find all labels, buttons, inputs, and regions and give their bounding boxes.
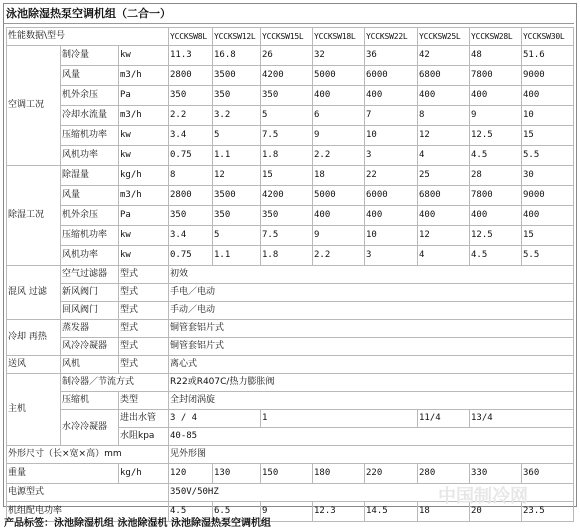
table-row (7, 284, 574, 302)
param-name: 制冷量 (61, 46, 119, 66)
table-cell: 400 (418, 206, 470, 226)
table-cell: 150 (261, 464, 313, 484)
table-cell: 330 (470, 464, 522, 484)
table-row (7, 126, 574, 146)
model-header: YCCKSW28L (470, 28, 522, 46)
table-cell: 360 (522, 464, 574, 484)
table-row (7, 302, 574, 320)
component-key: 水阻kpa (119, 428, 169, 446)
component-value: 手电／电动 (169, 284, 574, 302)
table-cell: 7.5 (261, 126, 313, 146)
table-cell: 9000 (522, 186, 574, 206)
table-cell: 5000 (313, 186, 365, 206)
spec-table (6, 27, 574, 522)
table-cell: 7800 (470, 66, 522, 86)
param-unit: kw (119, 226, 169, 246)
table-cell: 8 (418, 106, 470, 126)
weight-unit: kg/h (119, 464, 169, 484)
table-cell: 23.5 (522, 502, 574, 522)
table-cell: 120 (169, 464, 213, 484)
section-label-supply: 送风 (7, 356, 61, 374)
table-cell: 3.4 (169, 126, 213, 146)
table-cell: 4 (418, 146, 470, 166)
component-name: 新风阀门 (61, 284, 119, 302)
table-row (7, 246, 574, 266)
table-cell: 400 (365, 206, 418, 226)
component-value: R22或R407C/热力膨胀阀 (169, 374, 574, 392)
table-cell: 26 (261, 46, 313, 66)
table-cell: 350 (261, 86, 313, 106)
table-cell: 2.2 (313, 246, 365, 266)
table-cell: 9000 (522, 66, 574, 86)
table-cell: 1.8 (261, 146, 313, 166)
table-cell: 3500 (213, 66, 261, 86)
table-cell: 6000 (365, 186, 418, 206)
param-unit: m3/h (119, 186, 169, 206)
watermark-text: 中国制冷网 (438, 486, 528, 507)
table-cell: 15 (522, 226, 574, 246)
component-value: 40-85 (169, 428, 574, 446)
table-header-row (7, 28, 574, 46)
table-row (7, 226, 574, 246)
param-unit: Pa (119, 86, 169, 106)
table-cell: 25 (418, 166, 470, 186)
table-cell: 400 (365, 86, 418, 106)
table-cell: 350 (213, 206, 261, 226)
component-name: 水冷冷凝器 (61, 410, 119, 446)
table-cell: 10 (365, 126, 418, 146)
component-value: 初效 (169, 266, 574, 284)
table-cell: 0.75 (169, 246, 213, 266)
section-label-host: 主机 (7, 374, 61, 446)
table-cell: 36 (365, 46, 418, 66)
table-cell: 1.8 (261, 246, 313, 266)
table-cell: 42 (418, 46, 470, 66)
table-cell: 0.75 (169, 146, 213, 166)
component-key: 型式 (119, 338, 169, 356)
table-cell: 30 (522, 166, 574, 186)
param-name: 压缩机功率 (61, 126, 119, 146)
table-cell: 350 (261, 206, 313, 226)
table-cell: 12.5 (470, 226, 522, 246)
table-cell: 350 (169, 206, 213, 226)
table-cell: 1.1 (213, 146, 261, 166)
component-value: 手动／电动 (169, 302, 574, 320)
table-cell: 20 (470, 502, 522, 522)
component-value: 铜管套铝片式 (169, 320, 574, 338)
param-unit: kw (119, 46, 169, 66)
sheet-title: 泳池除湿热泵空调机组（二合一） (6, 7, 171, 20)
weight-label: 重量 (7, 464, 119, 484)
header-label: 性能数据\型号 (7, 28, 169, 46)
component-value: 全封闭涡旋 (169, 392, 574, 410)
table-cell: 15 (261, 166, 313, 186)
table-cell: 400 (313, 206, 365, 226)
table-cell: 5 (261, 106, 313, 126)
table-cell: 12 (418, 226, 470, 246)
table-row (7, 166, 574, 186)
power-rating-label: 机组配电功率 (7, 502, 169, 522)
table-row (7, 66, 574, 86)
param-name: 压缩机功率 (61, 226, 119, 246)
table-cell: 12 (213, 166, 261, 186)
table-cell: 1.1 (213, 246, 261, 266)
table-cell: 6800 (418, 66, 470, 86)
table-row (7, 46, 574, 66)
dimension-label: 外形尺寸（长×宽×高）mm (7, 446, 169, 464)
component-value: 离心式 (169, 356, 574, 374)
component-value: 铜管套铝片式 (169, 338, 574, 356)
param-name: 风量 (61, 66, 119, 86)
table-cell: 5.5 (522, 146, 574, 166)
table-cell: 9 (261, 502, 313, 522)
param-name: 风机功率 (61, 246, 119, 266)
param-unit: kw (119, 246, 169, 266)
table-cell: 9 (470, 106, 522, 126)
table-cell: 5 (213, 126, 261, 146)
pipe-size-cell: 13/4 (470, 410, 574, 428)
param-unit: kw (119, 146, 169, 166)
table-cell: 18 (313, 166, 365, 186)
pipe-size-cell: 3 / 4 (169, 410, 261, 428)
table-cell: 6 (313, 106, 365, 126)
table-cell: 7.5 (261, 226, 313, 246)
section-label-ac: 空调工况 (7, 46, 61, 166)
component-key: 类型 (119, 392, 169, 410)
table-row (7, 146, 574, 166)
table-cell: 180 (313, 464, 365, 484)
table-row (7, 266, 574, 284)
table-cell: 10 (365, 226, 418, 246)
table-cell: 2800 (169, 66, 213, 86)
param-name: 风量 (61, 186, 119, 206)
param-unit: Pa (119, 206, 169, 226)
table-cell: 5 (213, 226, 261, 246)
table-cell: 2800 (169, 186, 213, 206)
table-row (7, 484, 574, 502)
table-cell: 400 (418, 86, 470, 106)
table-cell: 18 (418, 502, 470, 522)
table-cell: 350 (169, 86, 213, 106)
table-cell: 15 (522, 126, 574, 146)
pipe-size-cell: 1 (261, 410, 418, 428)
table-row (7, 446, 574, 464)
pipe-size-cell: 11/4 (418, 410, 470, 428)
component-name: 空气过滤器 (61, 266, 119, 284)
param-unit: m3/h (119, 106, 169, 126)
product-tags: 产品标签：泳池除湿机组 泳池除湿机 泳池除湿热泵空调机组 (4, 518, 271, 529)
table-cell: 10 (522, 106, 574, 126)
table-cell: 9 (313, 226, 365, 246)
table-cell: 220 (365, 464, 418, 484)
table-cell: 4.5 (470, 146, 522, 166)
component-key: 型式 (119, 302, 169, 320)
table-cell: 350 (213, 86, 261, 106)
component-name: 蒸发器 (61, 320, 119, 338)
table-cell: 3.4 (169, 226, 213, 246)
table-row (7, 410, 574, 428)
table-cell: 9 (313, 126, 365, 146)
table-cell: 12 (418, 126, 470, 146)
table-cell: 3500 (213, 186, 261, 206)
param-name: 风机功率 (61, 146, 119, 166)
table-cell: 2.2 (313, 146, 365, 166)
table-cell: 400 (313, 86, 365, 106)
table-row (7, 186, 574, 206)
table-cell: 7800 (470, 186, 522, 206)
table-cell: 4.5 (470, 246, 522, 266)
table-row (7, 392, 574, 410)
table-cell: 7 (365, 106, 418, 126)
component-key: 型式 (119, 320, 169, 338)
param-unit: kw (119, 126, 169, 146)
component-name: 压缩机 (61, 392, 119, 410)
table-row (7, 374, 574, 392)
table-cell: 11.3 (169, 46, 213, 66)
table-cell: 5000 (313, 66, 365, 86)
section-label-dehum: 除湿工况 (7, 166, 61, 266)
component-name: 风冷冷凝器 (61, 338, 119, 356)
table-cell: 12.3 (313, 502, 365, 522)
dimension-value: 见外形图 (169, 446, 574, 464)
table-cell: 5.5 (522, 246, 574, 266)
table-cell: 3 (365, 246, 418, 266)
table-row (7, 206, 574, 226)
table-cell: 4 (418, 246, 470, 266)
section-label-mix: 混风 过滤 (7, 266, 61, 320)
table-cell: 32 (313, 46, 365, 66)
table-cell: 14.5 (365, 502, 418, 522)
table-cell: 22 (365, 166, 418, 186)
component-name: 风机 (61, 356, 119, 374)
table-cell: 51.6 (522, 46, 574, 66)
table-cell: 16.8 (213, 46, 261, 66)
table-row (7, 86, 574, 106)
table-row (7, 338, 574, 356)
table-cell: 2.2 (169, 106, 213, 126)
table-cell: 6.5 (213, 502, 261, 522)
table-cell: 6800 (418, 186, 470, 206)
table-cell: 3 (365, 146, 418, 166)
table-cell: 400 (522, 206, 574, 226)
spec-sheet (3, 3, 577, 516)
power-value: 350V/50HZ (169, 484, 574, 502)
model-header: YCCKSW15L (261, 28, 313, 46)
table-row (7, 464, 574, 484)
param-name: 机外余压 (61, 86, 119, 106)
param-unit: kg/h (119, 166, 169, 186)
table-row (7, 106, 574, 126)
table-cell: 48 (470, 46, 522, 66)
table-cell: 4200 (261, 186, 313, 206)
section-label-cool: 冷却 再热 (7, 320, 61, 356)
table-cell: 4.5 (169, 502, 213, 522)
model-header: YCCKSW22L (365, 28, 418, 46)
model-header: YCCKSW25L (418, 28, 470, 46)
param-unit: m3/h (119, 66, 169, 86)
power-label: 电源型式 (7, 484, 169, 502)
param-name: 除湿量 (61, 166, 119, 186)
table-cell: 4200 (261, 66, 313, 86)
table-cell: 3.2 (213, 106, 261, 126)
table-cell: 8 (169, 166, 213, 186)
model-header: YCCKSW8L (169, 28, 213, 46)
title-divider (4, 23, 574, 24)
component-key: 型式 (119, 284, 169, 302)
param-name: 机外余压 (61, 206, 119, 226)
model-header: YCCKSW30L (522, 28, 574, 46)
table-cell: 400 (470, 86, 522, 106)
component-key: 进出水管 (119, 410, 169, 428)
table-cell: 400 (470, 206, 522, 226)
table-cell: 12.5 (470, 126, 522, 146)
table-cell: 6000 (365, 66, 418, 86)
component-key: 型式 (119, 266, 169, 284)
table-row (7, 320, 574, 338)
component-name: 制冷器／节流方式 (61, 374, 169, 392)
table-cell: 28 (470, 166, 522, 186)
model-header: YCCKSW12L (213, 28, 261, 46)
table-cell: 400 (522, 86, 574, 106)
component-key: 型式 (119, 356, 169, 374)
table-cell: 130 (213, 464, 261, 484)
param-name: 冷却水流量 (61, 106, 119, 126)
table-row (7, 356, 574, 374)
model-header: YCCKSW18L (313, 28, 365, 46)
component-name: 回风阀门 (61, 302, 119, 320)
table-cell: 280 (418, 464, 470, 484)
